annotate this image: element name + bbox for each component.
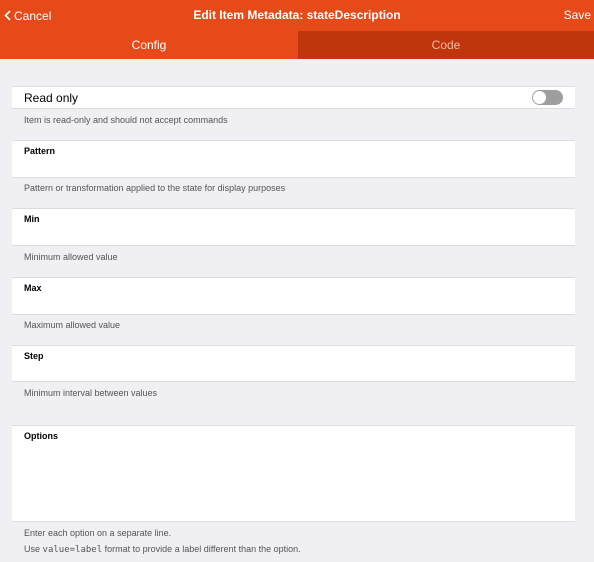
options-row (12, 425, 575, 522)
options-label: Options (24, 431, 58, 441)
step-input[interactable] (24, 364, 563, 380)
options-info-line1: Enter each option on a separate line. (24, 528, 172, 538)
read-only-label: Read only (24, 91, 79, 105)
pattern-label: Pattern (24, 146, 56, 156)
page-title: Edit Item Metadata: stateDescription (193, 8, 401, 22)
cancel-label: Cancel (14, 8, 52, 23)
options-info-suffix: format to provide a label different than the option. (104, 544, 301, 554)
max-row (12, 277, 575, 315)
options-info-prefix: Use (24, 544, 41, 554)
options-textarea[interactable] (24, 446, 563, 513)
pattern-info: Pattern or transformation applied to the state for display purposes (24, 183, 286, 193)
navbar (0, 0, 594, 31)
read-only-toggle[interactable] (532, 90, 563, 105)
toggle-knob (533, 91, 546, 104)
read-only-row (12, 86, 575, 109)
tab-code[interactable]: Code (298, 31, 594, 59)
min-row (12, 208, 575, 246)
options-info-code: value=label (42, 545, 103, 555)
read-only-info: Item is read-only and should not accept commands (24, 115, 228, 125)
tab-config[interactable]: Config (0, 31, 298, 59)
min-label: Min (24, 214, 40, 224)
step-info: Minimum interval between values (24, 388, 158, 398)
chevron-left-icon (4, 10, 11, 21)
cancel-button[interactable] (4, 0, 51, 31)
pattern-row (12, 140, 575, 178)
step-label: Step (24, 351, 44, 361)
max-label: Max (24, 283, 42, 293)
options-info-line2 (24, 544, 301, 555)
min-info: Minimum allowed value (24, 252, 118, 262)
save-button[interactable]: Save (563, 8, 591, 22)
min-input[interactable] (24, 227, 563, 243)
max-info: Maximum allowed value (24, 320, 121, 330)
tab-bar (0, 31, 594, 59)
step-row (12, 345, 575, 382)
max-input[interactable] (24, 296, 563, 312)
pattern-input[interactable] (24, 159, 563, 175)
